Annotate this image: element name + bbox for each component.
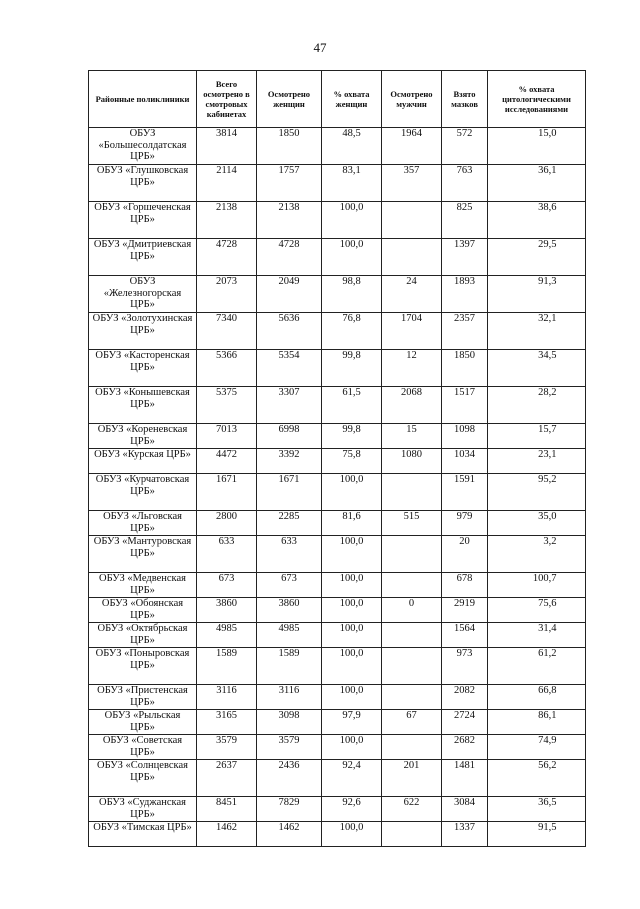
men-cell	[382, 623, 442, 648]
total-cell: 2800	[197, 511, 257, 536]
coverage-cyto-cell	[488, 710, 586, 735]
clinic-cell: ОБУЗ «Дмитриевская ЦРБ»	[89, 239, 197, 276]
women-cell: 3392	[257, 449, 322, 474]
coverage-women-cell: 97,9	[322, 710, 382, 735]
men-cell: 515	[382, 511, 442, 536]
smears-cell: 1591	[442, 474, 488, 511]
table-row	[89, 313, 586, 350]
coverage-cyto-value: 35,0	[538, 511, 557, 522]
coverage-cyto-cell	[488, 822, 586, 847]
coverage-cyto-cell	[488, 598, 586, 623]
total-cell: 673	[197, 573, 257, 598]
women-cell: 4728	[257, 239, 322, 276]
women-cell: 5636	[257, 313, 322, 350]
coverage-cyto-value: 91,5	[538, 822, 557, 833]
smears-cell: 1397	[442, 239, 488, 276]
header-coverage-women: % охвата женщин	[322, 71, 382, 128]
coverage-cyto-cell	[488, 760, 586, 797]
total-cell: 7340	[197, 313, 257, 350]
total-cell: 1671	[197, 474, 257, 511]
total-cell: 2114	[197, 165, 257, 202]
header-total: Всего осмотрено в смотровых кабинетах	[197, 71, 257, 128]
table-row	[89, 598, 586, 623]
clinic-cell: ОБУЗ «Глушковская ЦРБ»	[89, 165, 197, 202]
table-row	[89, 202, 586, 239]
smears-cell: 973	[442, 648, 488, 685]
women-cell: 2049	[257, 276, 322, 313]
men-cell	[382, 202, 442, 239]
coverage-cyto-cell	[488, 573, 586, 598]
total-cell: 5375	[197, 387, 257, 424]
clinic-cell: ОБУЗ «Солнцевская ЦРБ»	[89, 760, 197, 797]
women-cell: 3307	[257, 387, 322, 424]
coverage-women-cell: 100,0	[322, 598, 382, 623]
coverage-cyto-value: 74,9	[538, 735, 557, 746]
coverage-women-cell: 100,0	[322, 474, 382, 511]
total-cell: 2138	[197, 202, 257, 239]
coverage-cyto-cell	[488, 536, 586, 573]
men-cell: 1080	[382, 449, 442, 474]
coverage-cyto-cell	[488, 797, 586, 822]
table-row	[89, 573, 586, 598]
clinic-cell: ОБУЗ «Железногорская ЦРБ»	[89, 276, 197, 313]
coverage-cyto-cell	[488, 511, 586, 536]
clinic-cell: ОБУЗ «Тимская ЦРБ»	[89, 822, 197, 847]
men-cell	[382, 735, 442, 760]
clinic-cell: ОБУЗ «Горшеченская ЦРБ»	[89, 202, 197, 239]
coverage-cyto-value: 28,2	[538, 387, 557, 398]
clinic-cell: ОБУЗ «Поныровская ЦРБ»	[89, 648, 197, 685]
header-smears: Взято мазков	[442, 71, 488, 128]
table-row	[89, 536, 586, 573]
men-cell: 622	[382, 797, 442, 822]
smears-cell: 1481	[442, 760, 488, 797]
table-row	[89, 797, 586, 822]
men-cell	[382, 648, 442, 685]
men-cell	[382, 573, 442, 598]
women-cell: 3116	[257, 685, 322, 710]
men-cell: 24	[382, 276, 442, 313]
total-cell: 1589	[197, 648, 257, 685]
table-row	[89, 822, 586, 847]
coverage-cyto-cell	[488, 623, 586, 648]
coverage-cyto-value: 91,3	[538, 276, 557, 287]
men-cell: 2068	[382, 387, 442, 424]
total-cell: 8451	[197, 797, 257, 822]
coverage-women-cell: 81,6	[322, 511, 382, 536]
coverage-women-cell: 100,0	[322, 202, 382, 239]
table-row	[89, 350, 586, 387]
total-cell: 1462	[197, 822, 257, 847]
coverage-women-cell: 75,8	[322, 449, 382, 474]
coverage-women-cell: 92,6	[322, 797, 382, 822]
coverage-cyto-value: 31,4	[538, 623, 557, 634]
coverage-cyto-value: 23,1	[538, 449, 557, 460]
coverage-cyto-cell	[488, 424, 586, 449]
coverage-cyto-value: 36,1	[538, 165, 557, 176]
coverage-cyto-value: 29,5	[538, 239, 557, 250]
men-cell: 0	[382, 598, 442, 623]
smears-cell: 1893	[442, 276, 488, 313]
clinic-cell: ОБУЗ «Золотухинская ЦРБ»	[89, 313, 197, 350]
smears-cell: 763	[442, 165, 488, 202]
women-cell: 3098	[257, 710, 322, 735]
coverage-cyto-value: 95,2	[538, 474, 557, 485]
clinic-cell: ОБУЗ «Советская ЦРБ»	[89, 735, 197, 760]
clinic-cell: ОБУЗ «Большесолдатская ЦРБ»	[89, 128, 197, 165]
coverage-cyto-value: 34,5	[538, 350, 557, 361]
coverage-cyto-cell	[488, 350, 586, 387]
coverage-women-cell: 100,0	[322, 623, 382, 648]
coverage-women-cell: 100,0	[322, 648, 382, 685]
women-cell: 1589	[257, 648, 322, 685]
coverage-women-cell: 48,5	[322, 128, 382, 165]
coverage-women-cell: 100,0	[322, 685, 382, 710]
smears-cell: 2082	[442, 685, 488, 710]
clinic-cell: ОБУЗ «Октябрьская ЦРБ»	[89, 623, 197, 648]
coverage-cyto-cell	[488, 387, 586, 424]
women-cell: 5354	[257, 350, 322, 387]
coverage-women-cell: 100,0	[322, 735, 382, 760]
table-row	[89, 623, 586, 648]
coverage-cyto-value: 36,5	[538, 797, 557, 808]
clinic-cell: ОБУЗ «Рыльская ЦРБ»	[89, 710, 197, 735]
table-row	[89, 128, 586, 165]
coverage-cyto-cell	[488, 239, 586, 276]
smears-cell: 1034	[442, 449, 488, 474]
coverage-cyto-value: 75,6	[538, 598, 557, 609]
men-cell	[382, 536, 442, 573]
total-cell: 3579	[197, 735, 257, 760]
smears-cell: 825	[442, 202, 488, 239]
smears-cell: 20	[442, 536, 488, 573]
coverage-women-cell: 100,0	[322, 573, 382, 598]
coverage-cyto-cell	[488, 202, 586, 239]
coverage-women-cell: 76,8	[322, 313, 382, 350]
men-cell: 12	[382, 350, 442, 387]
header-women: Осмотрено женщин	[257, 71, 322, 128]
men-cell	[382, 239, 442, 276]
total-cell: 5366	[197, 350, 257, 387]
women-cell: 4985	[257, 623, 322, 648]
women-cell: 1757	[257, 165, 322, 202]
women-cell: 2285	[257, 511, 322, 536]
coverage-cyto-value: 66,8	[538, 685, 557, 696]
women-cell: 1462	[257, 822, 322, 847]
table-row	[89, 760, 586, 797]
men-cell	[382, 685, 442, 710]
total-cell: 3165	[197, 710, 257, 735]
clinic-cell: ОБУЗ «Курчатовская ЦРБ»	[89, 474, 197, 511]
coverage-cyto-value: 100,7	[532, 573, 557, 584]
header-clinic: Районные поликлиники	[89, 71, 197, 128]
women-cell: 3860	[257, 598, 322, 623]
men-cell: 1704	[382, 313, 442, 350]
coverage-cyto-cell	[488, 276, 586, 313]
coverage-women-cell: 99,8	[322, 424, 382, 449]
clinic-cell: ОБУЗ «Обоянская ЦРБ»	[89, 598, 197, 623]
total-cell: 3860	[197, 598, 257, 623]
women-cell: 633	[257, 536, 322, 573]
men-cell	[382, 474, 442, 511]
women-cell: 1671	[257, 474, 322, 511]
coverage-cyto-cell	[488, 313, 586, 350]
coverage-women-cell: 61,5	[322, 387, 382, 424]
total-cell: 2073	[197, 276, 257, 313]
coverage-cyto-value: 15,7	[538, 424, 557, 435]
total-cell: 633	[197, 536, 257, 573]
clinic-cell: ОБУЗ «Касторенская ЦРБ»	[89, 350, 197, 387]
smears-cell: 678	[442, 573, 488, 598]
clinic-cell: ОБУЗ «Суджанская ЦРБ»	[89, 797, 197, 822]
coverage-cyto-value: 38,6	[538, 202, 557, 213]
coverage-cyto-cell	[488, 735, 586, 760]
women-cell: 1850	[257, 128, 322, 165]
smears-cell: 1098	[442, 424, 488, 449]
coverage-cyto-cell	[488, 165, 586, 202]
clinic-cell: ОБУЗ «Пристенская ЦРБ»	[89, 685, 197, 710]
table-row	[89, 474, 586, 511]
women-cell: 673	[257, 573, 322, 598]
coverage-women-cell: 92,4	[322, 760, 382, 797]
coverage-cyto-value: 15,0	[538, 128, 557, 139]
total-cell: 2637	[197, 760, 257, 797]
table-row	[89, 511, 586, 536]
coverage-cyto-value: 86,1	[538, 710, 557, 721]
table-row	[89, 648, 586, 685]
women-cell: 3579	[257, 735, 322, 760]
smears-cell: 979	[442, 511, 488, 536]
smears-cell: 2919	[442, 598, 488, 623]
men-cell: 357	[382, 165, 442, 202]
table-row	[89, 165, 586, 202]
women-cell: 2138	[257, 202, 322, 239]
header-coverage-cyto: % охвата цитологическими исследованиями	[488, 71, 586, 128]
clinic-cell: ОБУЗ «Медвенская ЦРБ»	[89, 573, 197, 598]
coverage-women-cell: 100,0	[322, 536, 382, 573]
total-cell: 3116	[197, 685, 257, 710]
table-row	[89, 449, 586, 474]
table-row	[89, 424, 586, 449]
total-cell: 4985	[197, 623, 257, 648]
screening-table	[88, 70, 586, 847]
smears-cell: 572	[442, 128, 488, 165]
table-row	[89, 710, 586, 735]
men-cell: 15	[382, 424, 442, 449]
header-men: Осмотрено мужчин	[382, 71, 442, 128]
coverage-cyto-cell	[488, 685, 586, 710]
smears-cell: 2682	[442, 735, 488, 760]
header-row	[89, 71, 586, 128]
coverage-cyto-value: 56,2	[538, 760, 557, 771]
coverage-cyto-cell	[488, 449, 586, 474]
coverage-women-cell: 98,8	[322, 276, 382, 313]
table-row	[89, 239, 586, 276]
table-body	[89, 128, 586, 847]
smears-cell: 1517	[442, 387, 488, 424]
clinic-cell: ОБУЗ «Мантуровская ЦРБ»	[89, 536, 197, 573]
clinic-cell: ОБУЗ «Конышевская ЦРБ»	[89, 387, 197, 424]
total-cell: 7013	[197, 424, 257, 449]
coverage-cyto-value: 3,2	[543, 536, 557, 547]
table-row	[89, 685, 586, 710]
coverage-cyto-value: 61,2	[538, 648, 557, 659]
clinic-cell: ОБУЗ «Курская ЦРБ»	[89, 449, 197, 474]
coverage-cyto-value: 32,1	[538, 313, 557, 324]
coverage-women-cell: 99,8	[322, 350, 382, 387]
smears-cell: 2724	[442, 710, 488, 735]
men-cell: 67	[382, 710, 442, 735]
men-cell: 201	[382, 760, 442, 797]
table-row	[89, 276, 586, 313]
smears-cell: 1337	[442, 822, 488, 847]
women-cell: 2436	[257, 760, 322, 797]
coverage-cyto-cell	[488, 474, 586, 511]
page-number: 47	[313, 40, 327, 55]
coverage-cyto-cell	[488, 128, 586, 165]
smears-cell: 1850	[442, 350, 488, 387]
men-cell: 1964	[382, 128, 442, 165]
table-row	[89, 735, 586, 760]
total-cell: 4728	[197, 239, 257, 276]
coverage-women-cell: 83,1	[322, 165, 382, 202]
total-cell: 3814	[197, 128, 257, 165]
coverage-women-cell: 100,0	[322, 822, 382, 847]
women-cell: 6998	[257, 424, 322, 449]
men-cell	[382, 822, 442, 847]
coverage-women-cell: 100,0	[322, 239, 382, 276]
clinic-cell: ОБУЗ «Кореневская ЦРБ»	[89, 424, 197, 449]
coverage-cyto-cell	[488, 648, 586, 685]
clinic-cell: ОБУЗ «Льговская ЦРБ»	[89, 511, 197, 536]
total-cell: 4472	[197, 449, 257, 474]
smears-cell: 2357	[442, 313, 488, 350]
women-cell: 7829	[257, 797, 322, 822]
smears-cell: 3084	[442, 797, 488, 822]
table-row	[89, 387, 586, 424]
smears-cell: 1564	[442, 623, 488, 648]
